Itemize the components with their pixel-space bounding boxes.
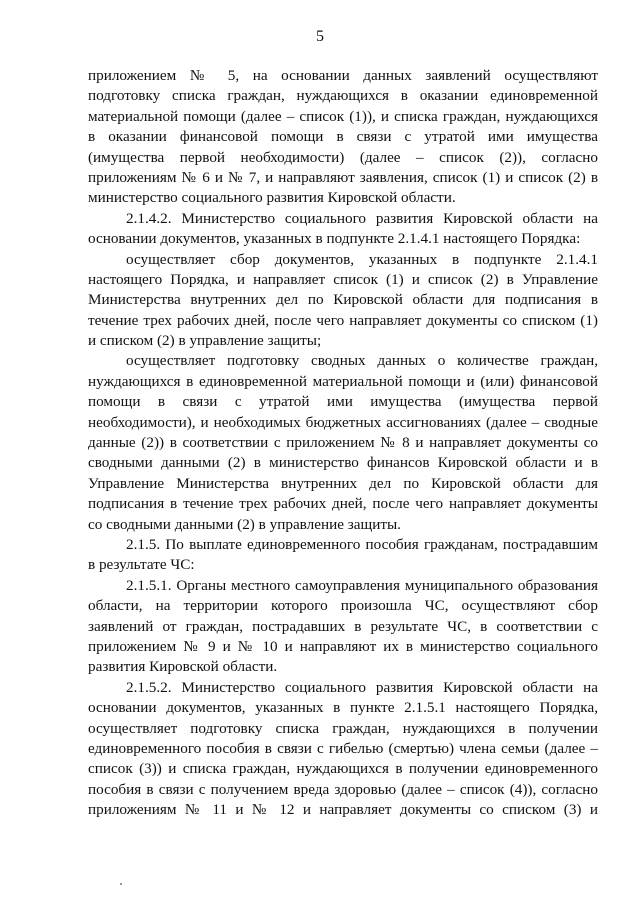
text-line: развития Кировской области. xyxy=(88,658,278,676)
text-line: настоящего Порядка, и направляет список (1) и список (2) в Управление xyxy=(88,270,598,288)
scan-speck xyxy=(120,883,122,885)
text-line: осуществляет подготовку сводных данных о количестве граждан, xyxy=(126,352,598,370)
text-line: заявлений от граждан, пострадавших в результате ЧС, в соответствии с xyxy=(88,617,598,635)
text-line: и списком (2) в управление защиты; xyxy=(88,332,322,350)
text-line: пособия в связи с получением вреда здоровью (далее – список (4)), согласно xyxy=(88,780,598,798)
text-line: приложением № 9 и № 10 и направляют их в министерство социального xyxy=(88,637,598,655)
text-line: необходимости), и необходимых бюджетных ассигнованиях (далее – сводные xyxy=(88,413,598,431)
text-line: сводными данными (2) в министерство финансов Кировской области и в xyxy=(88,454,598,472)
text-line: 2.1.5.2. Министерство социального развития Кировской области на xyxy=(126,678,598,696)
text-line: приложениям № 11 и № 12 и направляет документы со списком (3) и xyxy=(88,801,598,819)
text-line: основании документов, указанных в подпункте 2.1.4.1 настоящего Порядка: xyxy=(88,230,581,248)
text-line: области, на территории которого произошла ЧС, осуществляют сбор xyxy=(88,597,598,615)
text-line: список (3)) и списка граждан, нуждающихся в получении единовременного xyxy=(88,760,598,778)
body-text xyxy=(88,66,598,820)
text-line: приложениям № 6 и № 7, и направляют заявления, список (1) и список (2) в xyxy=(88,168,598,186)
text-line: подготовку списка граждан, нуждающихся в оказании единовременной xyxy=(88,87,598,105)
text-line: Управление Министерства внутренних дел по Кировской области для xyxy=(88,474,598,492)
text-line: материальной помощи (далее – список (1)), и списка граждан, нуждающихся xyxy=(88,107,598,125)
text-line: осуществляет сбор документов, указанных в подпункте 2.1.4.1 xyxy=(126,250,598,268)
text-line: данные (2)) в соответствии с приложением № 8 и направляет документы со xyxy=(88,434,598,452)
text-line: 2.1.5.1. Органы местного самоуправления муниципального образования xyxy=(126,576,598,594)
text-line: 2.1.4.2. Министерство социального развития Кировской области на xyxy=(126,209,598,227)
text-line: единовременного пособия в связи с гибелью (смертью) члена семьи (далее – xyxy=(88,739,598,757)
text-line: в оказании финансовой помощи в связи с утратой ими имущества xyxy=(88,128,598,146)
text-line: осуществляет подготовку списка граждан, нуждающихся в получении xyxy=(88,719,598,737)
text-line: нуждающихся в единовременной материальной помощи и (или) финансовой xyxy=(88,372,598,390)
text-line: (имущества первой необходимости) (далее – список (2)), согласно xyxy=(88,148,598,166)
text-line: течение трех рабочих дней, после чего направляет документы со списком (1) xyxy=(88,311,598,329)
text-line: подписания в течение трех рабочих дней, после чего направляет документы xyxy=(88,495,598,513)
text-line: в результате ЧС: xyxy=(88,556,195,574)
text-line: приложением № 5, на основании данных заявлений осуществляют xyxy=(88,67,598,84)
text-line: министерство социального развития Кировской области. xyxy=(88,189,456,207)
page-number: 5 xyxy=(316,28,324,45)
text-line: 2.1.5. По выплате единовременного пособия гражданам, пострадавшим xyxy=(126,535,598,553)
text-line: помощи в связи с утратой ими имущества (имущества первой xyxy=(88,393,598,411)
text-line: основании документов, указанных в пункте 2.1.5.1 настоящего Порядка, xyxy=(88,699,598,717)
text-line: Министерства внутренних дел по Кировской области для подписания в xyxy=(88,291,598,309)
text-line: со сводными данными (2) в управление защиты. xyxy=(88,515,401,533)
